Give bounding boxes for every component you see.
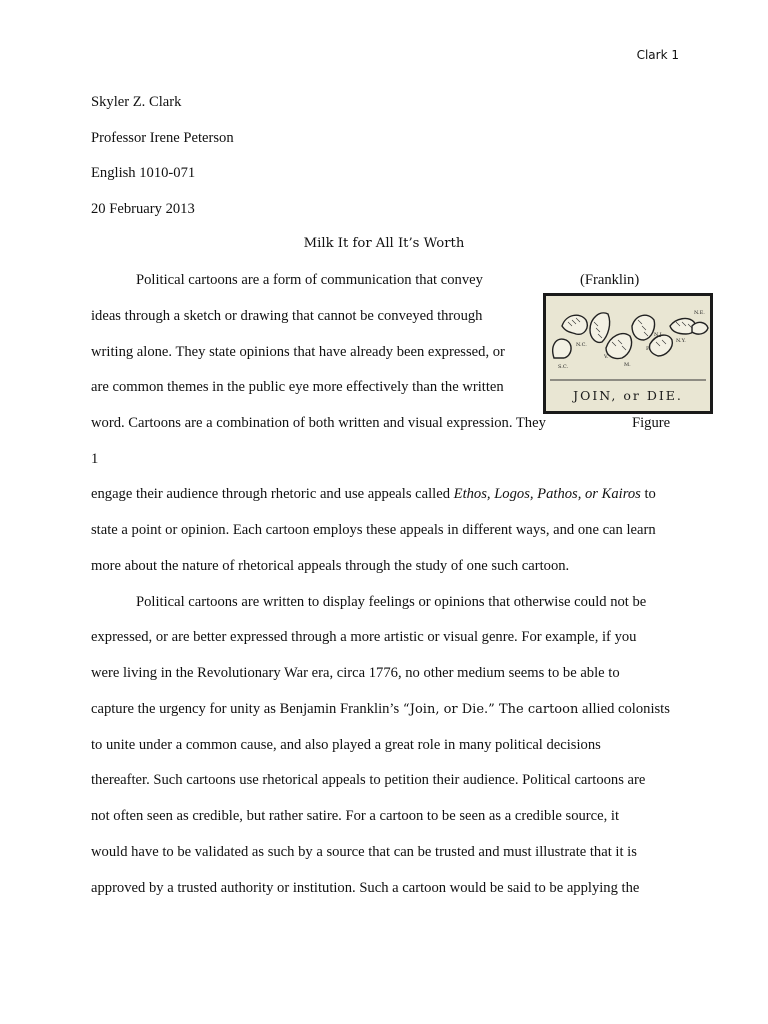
- body-line: are common themes in the public eye more effectively than the written: [91, 379, 504, 395]
- body-line: expressed, or are better expressed through a more artistic or visual genre. For example, if you: [91, 629, 637, 645]
- body-line: ideas through a sketch or drawing that cannot be conveyed through: [91, 308, 483, 324]
- snake-segment: [553, 339, 571, 358]
- segment-label: S.C.: [558, 364, 569, 370]
- snake-head: [692, 322, 708, 334]
- body-line: thereafter. Such cartoons use rhetorical appeals to petition their audience. Political cartoons are: [91, 772, 646, 788]
- body-line: [91, 485, 656, 503]
- body-line: Political cartoons are written to display feelings or opinions that otherwise could not be: [136, 594, 647, 610]
- essay-date: 20 February 2013: [91, 201, 195, 217]
- segment-label: M.: [624, 362, 631, 368]
- body-line: approved by a trusted authority or institution. Such a cartoon would be said to be applying the: [91, 880, 640, 896]
- segment-label: N.Y.: [676, 338, 686, 344]
- body-line: would have to be validated as such by a source that can be trusted and must illustrate that it is: [91, 844, 637, 860]
- body-line: to unite under a common cause, and also played a great role in many political decisions: [91, 737, 601, 753]
- join-or-die-cartoon: [543, 293, 713, 414]
- body-line: more about the nature of rhetorical appeals through the study of one such cartoon.: [91, 558, 570, 574]
- professor-name: Professor Irene Peterson: [91, 130, 234, 146]
- figure-credit: (Franklin): [580, 272, 640, 288]
- segment-label: N.J.: [654, 332, 663, 338]
- segment-label: P.: [646, 346, 650, 352]
- body-line: [91, 700, 670, 719]
- body-line: word. Cartoons are a combination of both written and visual expression. They: [91, 415, 546, 431]
- figure-caption-number: 1: [91, 451, 99, 467]
- cartoon-quote: “Join, or Die.” The cartoon: [402, 702, 579, 717]
- body-line: state a point or opinion. Each cartoon employs these appeals in different ways, and one can learn: [91, 522, 656, 538]
- body-text: capture the urgency for unity as Benjamin Franklin’s: [91, 701, 403, 717]
- essay-title: Milk It for All It’s Worth: [303, 236, 465, 251]
- body-line: not often seen as credible, but rather satire. For a cartoon to be seen as a credible source, it: [91, 808, 620, 824]
- body-text: to: [640, 486, 656, 502]
- body-line: writing alone. They state opinions that have already been expressed, or: [91, 344, 505, 360]
- course-number: English 1010-071: [91, 165, 196, 181]
- segment-label: V.: [604, 354, 609, 360]
- segment-label: N.C.: [576, 342, 587, 348]
- figure-caption-word: Figure: [632, 415, 671, 431]
- segment-label: N.E.: [694, 310, 705, 316]
- appeals-italic: Ethos, Logos, Pathos, or Kairos: [453, 486, 641, 502]
- body-text: allied colonists: [578, 701, 670, 717]
- body-text: engage their audience through rhetoric and use appeals called: [91, 486, 454, 502]
- join-or-die-banner: JOIN, or DIE.: [573, 388, 683, 403]
- snake-illustration: [546, 296, 710, 411]
- body-line: were living in the Revolutionary War era, circa 1776, no other medium seems to be able to: [91, 665, 620, 681]
- body-line: Political cartoons are a form of communication that convey: [136, 272, 483, 288]
- author-name: Skyler Z. Clark: [91, 94, 182, 110]
- running-head: Clark 1: [636, 48, 679, 62]
